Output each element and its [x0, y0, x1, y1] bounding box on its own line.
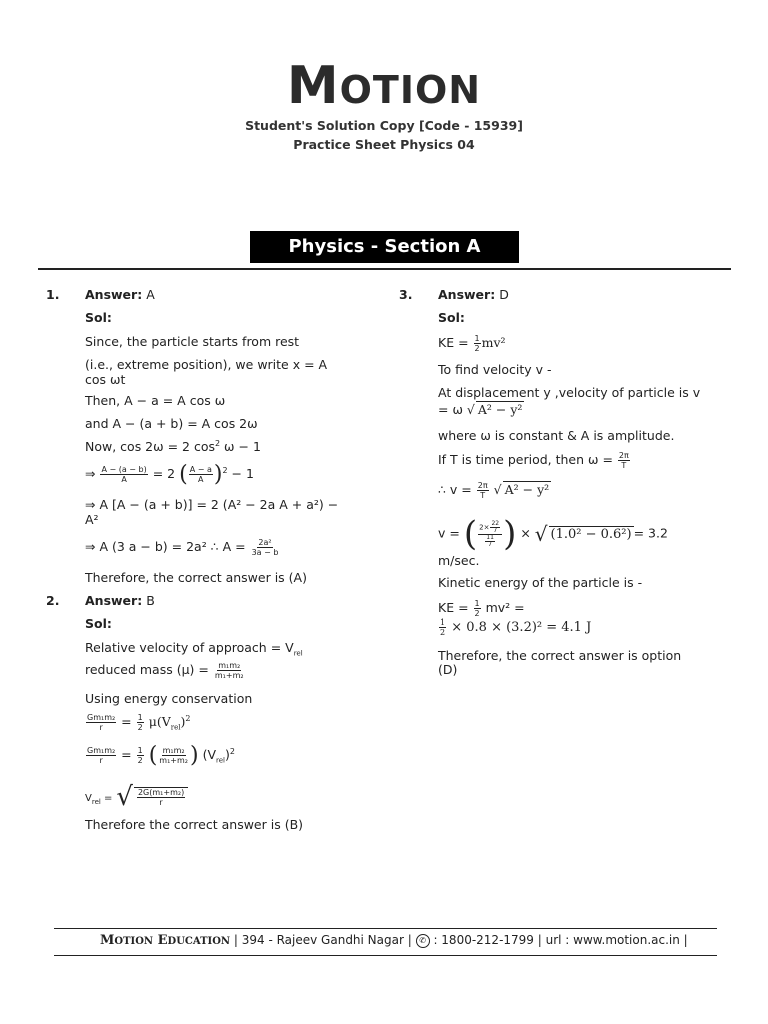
- sol-label: Sol:: [85, 616, 112, 631]
- sol-equation: KE = $\frac{1}{2}$ mv²: [438, 334, 506, 353]
- sol-equation: KE = $\frac{1}{2}$ mv² =: [438, 599, 525, 618]
- sol-text: ⇒ A [A − (a + b)] = 2 (A² − 2a A + a²) −: [85, 497, 339, 512]
- answer-value: D: [499, 287, 509, 302]
- sol-label: Sol:: [438, 310, 465, 325]
- section-title: Physics - Section A: [250, 231, 519, 263]
- question-number: 3.: [399, 287, 413, 302]
- sol-text: Relative velocity of approach = $V_{rel}$: [85, 640, 303, 658]
- answer-value: A: [146, 287, 155, 302]
- sol-equation: ∴ v = $\frac{2\pi}{T}$ √ A² − y²: [438, 481, 550, 500]
- sol-text: At displacement y ,velocity of particle is v: [438, 385, 701, 400]
- footer-phone: : 1800-212-1799: [433, 933, 534, 947]
- answer-label: Answer:: [85, 593, 143, 608]
- sol-text: Kinetic energy of the particle is -: [438, 575, 643, 590]
- sol-equation: If T is time period, then ω = $\frac{2\pi}{T}$: [438, 451, 629, 470]
- sol-equation: $\frac{\text{Gm₁m₂}}{r}$ = $\frac{1}{2}$ $\mu(V_{rel})^2$: [87, 713, 191, 732]
- answer-value: B: [146, 593, 155, 608]
- sol-text: and A − (a + b) = A cos 2ω: [85, 416, 258, 431]
- logo-text: MOTION: [286, 56, 482, 116]
- header-divider: [38, 268, 731, 270]
- footer-divider-bottom: [54, 955, 717, 956]
- sol-text: Now, cos 2ω = 2 $\cos^2 \omega - 1$: [85, 439, 261, 455]
- sol-equation: $\frac{1}{2}$ × 0.8 × (3.2)² = 4.1 J: [440, 618, 592, 637]
- footer: [100, 933, 688, 948]
- sol-equation: $V_{rel}$ = √ $\frac{\text{2G(m₁+m₂)}}{r}$: [85, 782, 188, 812]
- sol-text: where ω is constant & A is amplitude.: [438, 428, 675, 443]
- sol-text: Using energy conservation: [85, 691, 253, 706]
- answer-line: [438, 287, 509, 302]
- sol-text: A²: [85, 512, 99, 527]
- answer-line: [85, 593, 155, 608]
- sol-equation: reduced mass (μ) = $\frac{\text{m₁m₂}}{\text{m₁+m₂}}$: [85, 661, 244, 680]
- question-number: 1.: [46, 287, 60, 302]
- sol-text: (i.e., extreme position), we write x = A: [85, 357, 328, 372]
- sol-equation: v = ( 2× $\frac{22}{7}$ $\frac{11}{7}$ ) × √ (1.0² − 0.6²) = 3.2: [438, 514, 668, 554]
- sol-equation: $\frac{\text{Gm₁m₂}}{r}$ = $\frac{1}{2}$ ( $\frac{\text{m₁m₂}}{\text{m₁+m₂}}$ ) $(V_{rel})^2$: [87, 743, 235, 768]
- footer-brand: MOTION EDUCATION: [100, 933, 231, 948]
- sol-text: cos ωt: [85, 372, 126, 387]
- footer-divider-top: [54, 928, 717, 929]
- footer-address: | 394 - Rajeev Gandhi Nagar |: [233, 933, 412, 947]
- conclusion: Therefore, the correct answer is option: [438, 648, 682, 663]
- sol-equation: ⇒ $\frac{A - (a - b)}{A}$ = 2 ( $\frac{A - a}{A}$ )$^2$ − 1: [85, 462, 254, 487]
- sol-text: m/sec.: [438, 553, 480, 568]
- footer-url[interactable]: | url : www.motion.ac.in |: [537, 933, 688, 947]
- sol-equation: = ω √ A² − y²: [438, 402, 523, 417]
- subtitle-practice-sheet: Practice Sheet Physics 04: [293, 137, 475, 152]
- sol-label: Sol:: [85, 310, 112, 325]
- sol-equation: ⇒ A (3 a − b) = 2a² ∴ A = $\frac{\text{2a²}}{3a - b}$: [85, 538, 279, 557]
- answer-label: Answer:: [85, 287, 143, 302]
- conclusion: (D): [438, 662, 458, 677]
- question-number: 2.: [46, 593, 60, 608]
- answer-line: [85, 287, 155, 302]
- sol-text: To find velocity v -: [438, 362, 552, 377]
- conclusion: Therefore the correct answer is (B): [85, 817, 304, 832]
- logo: [0, 56, 768, 120]
- sol-text: Since, the particle starts from rest: [85, 334, 300, 349]
- subtitle-solution-copy: Student's Solution Copy [Code - 15939]: [245, 118, 523, 133]
- sol-text: Then, A − a = A cos ω: [85, 393, 226, 408]
- conclusion: Therefore, the correct answer is (A): [85, 570, 307, 585]
- phone-icon: ✆: [416, 934, 430, 948]
- answer-label: Answer:: [438, 287, 496, 302]
